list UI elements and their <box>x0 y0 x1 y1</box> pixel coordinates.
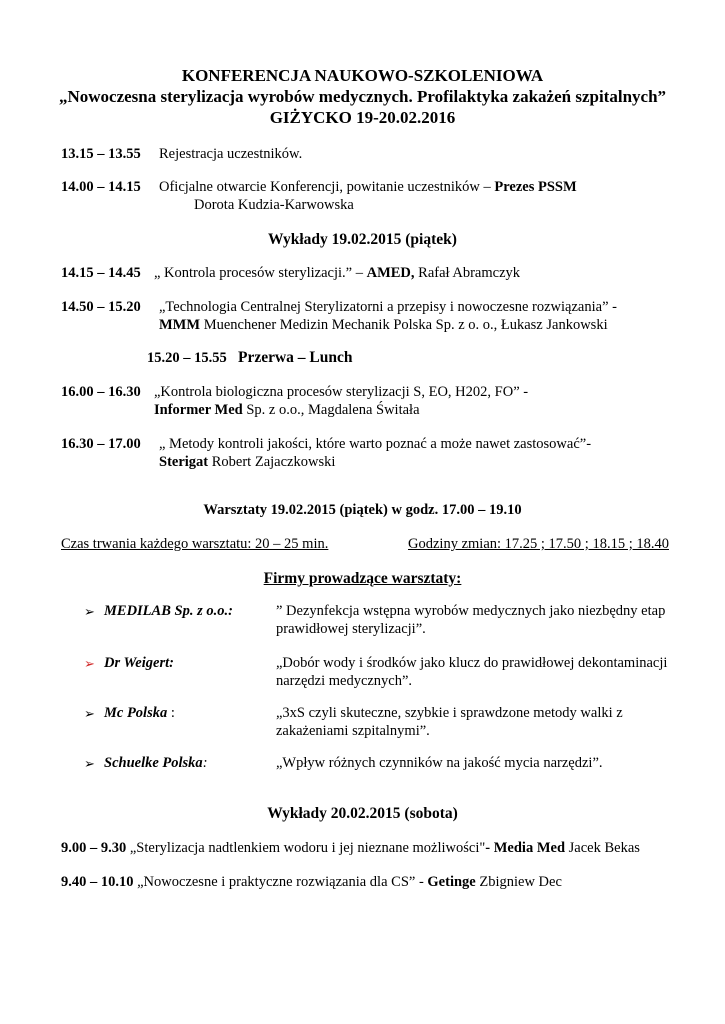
workshop-topic-cont: prawidłowej sterylizacji”. <box>276 621 426 637</box>
schedule-text: Rejestracja uczestników. <box>159 146 303 162</box>
workshop-topic-cont: zakażeniami szpitalnymi”. <box>276 723 430 739</box>
firm-name: Schuelke Polska: <box>104 755 208 771</box>
schedule-text: „ Kontrola procesów sterylizacji.” – AMED, Rafał Abramczyk <box>154 265 521 281</box>
speaker-line: MMM Muenchener Medizin Mechanik Polska Sp. z o. o., Łukasz Jankowski <box>159 317 608 333</box>
conference-place-date: GIŻYCKO 19-20.02.2016 <box>269 108 456 127</box>
speaker-line: Sterigat Robert Zajaczkowski <box>159 454 336 470</box>
workshop-duration: Czas trwania każdego warsztatu: 20 – 25 min. <box>61 536 329 552</box>
workshop-topic: ” Dezynfekcja wstępna wyrobów medycznych jako niezbędny etap <box>276 603 666 619</box>
firm-name: Dr Weigert: <box>104 655 174 671</box>
schedule-text: Oficjalne otwarcie Konferencji, powitanie uczestników – Prezes PSSM <box>159 179 577 195</box>
speaker-name: Dorota Kudzia-Karwowska <box>194 197 354 213</box>
day2-heading: Wykłady 20.02.2015 (sobota) <box>267 805 458 822</box>
conference-title: KONFERENCJA NAUKOWO-SZKOLENIOWA <box>181 66 544 85</box>
firm-name: MEDILAB Sp. z o.o.: <box>104 603 233 619</box>
day1-heading: Wykłady 19.02.2015 (piątek) <box>268 231 457 248</box>
schedule-time: 16.30 – 17.00 <box>61 436 141 452</box>
workshops-heading: Warsztaty 19.02.2015 (piątek) w godz. 17.00 – 19.10 <box>203 502 522 518</box>
schedule-text: „Kontrola biologiczna procesów sterylizacji S, EO, H202, FO” - <box>154 384 529 400</box>
arrow-bullet-icon: ➢ <box>84 756 95 771</box>
schedule-text: „ Metody kontroli jakości, które warto poznać a może nawet zastosować”- <box>159 436 592 452</box>
schedule-text: „Technologia Centralnej Sterylizatorni a przepisy i nowoczesne rozwiązania” - <box>159 299 617 315</box>
workshop-topic: „Wpływ różnych czynników na jakość mycia narzędzi”. <box>276 755 603 771</box>
firms-heading: Firmy prowadzące warsztaty: <box>263 570 462 587</box>
workshop-topic-cont: narzędzi medycznych”. <box>276 673 413 689</box>
break-label: Przerwa – Lunch <box>238 349 353 366</box>
arrow-bullet-icon: ➢ <box>84 706 95 721</box>
schedule-time: 14.00 – 14.15 <box>61 179 141 195</box>
conference-subtitle: „Nowoczesna sterylizacja wyrobów medycznych. Profilaktyka zakażeń szpitalnych” <box>58 87 667 106</box>
arrow-bullet-icon: ➢ <box>84 604 95 619</box>
schedule-time: 16.00 – 16.30 <box>61 384 141 400</box>
speaker-line: Informer Med Sp. z o.o., Magdalena Świtała <box>154 402 420 418</box>
schedule-row: 9.40 – 10.10 „Nowoczesne i praktyczne rozwiązania dla CS” - Getinge Zbigniew Dec <box>61 874 562 890</box>
firm-name: Mc Polska : <box>104 705 175 721</box>
arrow-bullet-icon: ➢ <box>84 656 95 671</box>
workshop-topic: „Dobór wody i środków jako klucz do prawidłowej dekontaminacji <box>276 655 668 671</box>
break-time: 15.20 – 15.55 <box>147 350 227 366</box>
workshop-topic: „3xS czyli skuteczne, szybkie i sprawdzone metody walki z <box>276 705 623 721</box>
schedule-time: 14.15 – 14.45 <box>61 265 141 281</box>
workshop-change-times: Godziny zmian: 17.25 ; 17.50 ; 18.15 ; 18.40 <box>408 536 669 552</box>
schedule-row: 9.00 – 9.30 „Sterylizacja nadtlenkiem wodoru i jej nieznane możliwości"- Media Med Jacek Bekas <box>61 840 640 856</box>
schedule-time: 13.15 – 13.55 <box>61 146 141 162</box>
schedule-time: 14.50 – 15.20 <box>61 299 141 315</box>
